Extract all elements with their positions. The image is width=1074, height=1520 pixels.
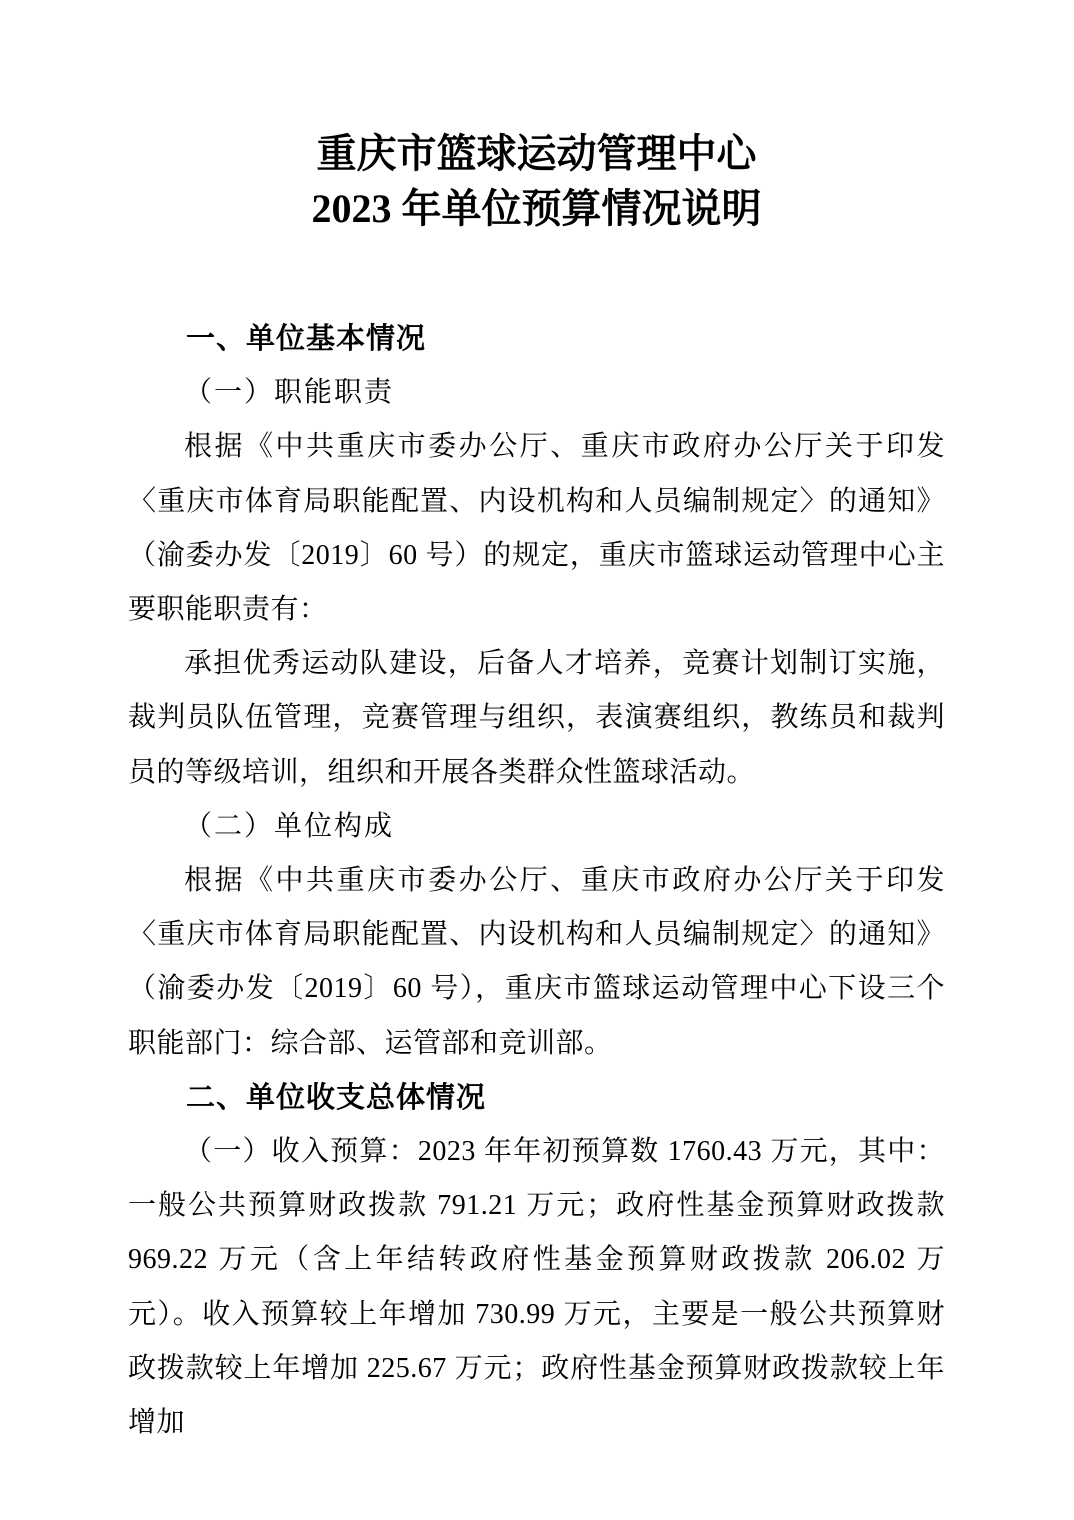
title-line-2: 2023 年单位预算情况说明 — [311, 186, 762, 231]
body-paragraph: 承担优秀运动队建设，后备人才培养，竞赛计划制订实施，裁判员队伍管理，竞赛管理与组织，表演赛组织，教练员和裁判员的等级培训，组织和开展各类群众性篮球活动。 — [128, 648, 945, 788]
document-body — [128, 312, 945, 1450]
body-paragraph: 根据《中共重庆市委办公厅、重庆市政府办公厅关于印发〈重庆市体育局职能配置、内设机构和人员编制规定〉的通知》（渝委办发〔2019〕60 号），重庆市篮球运动管理中心下设三个职能部门：综合部、运管部和竞训部。 — [128, 865, 945, 1059]
section-heading: 二、单位收支总体情况 — [186, 1081, 487, 1114]
section-heading: 一、单位基本情况 — [186, 323, 427, 355]
sub-section-heading: （一）职能职责 — [184, 377, 395, 409]
body-paragraph: （一）收入预算：2023 年年初预算数 1760.43 万元，其中：一般公共预算财政拨款 791.21 万元；政府性基金预算财政拨款 969.22 万元（含上年结转政府性基金预算财政拨款 206.02 万元）。收入预算较上年增加 730.99 万元，主要是一般公共预算财政拨款较上年增加 225.67 万元；政府性基金预算财政拨款较上年增加 — [128, 1136, 945, 1439]
document-title — [128, 126, 945, 236]
body-paragraph: 根据《中共重庆市委办公厅、重庆市政府办公厅关于印发〈重庆市体育局职能配置、内设机构和人员编制规定〉的通知》（渝委办发〔2019〕60 号）的规定，重庆市篮球运动管理中心主要职能职责有： — [128, 431, 945, 626]
title-line-1: 重庆市篮球运动管理中心 — [316, 131, 757, 176]
sub-section-heading: （二）单位构成 — [184, 810, 395, 842]
